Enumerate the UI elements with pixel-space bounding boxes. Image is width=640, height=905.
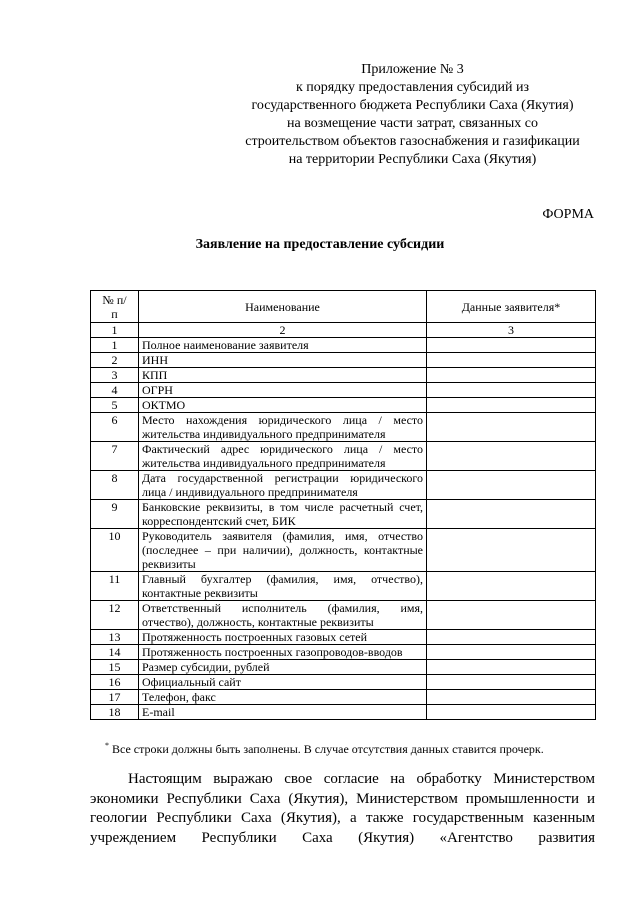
row-applicant-value[interactable] (427, 645, 596, 660)
row-number: 11 (91, 572, 139, 601)
row-applicant-value[interactable] (427, 601, 596, 630)
appendix-line: Приложение № 3 (361, 62, 464, 77)
row-number: 4 (91, 383, 139, 398)
column-index-2: 2 (139, 323, 427, 338)
table-row (91, 338, 596, 353)
row-name: E-mail (139, 705, 427, 720)
table-row (91, 529, 596, 572)
row-name: Дата государственной регистрации юридического лица / индивидуального предпринимателя (139, 471, 427, 500)
row-applicant-value[interactable] (427, 413, 596, 442)
form-label: ФОРМА (542, 207, 594, 222)
row-applicant-value[interactable] (427, 705, 596, 720)
row-name: Руководитель заявителя (фамилия, имя, отчество (последнее – при наличии), должность, контактные реквизиты (139, 529, 427, 572)
row-number: 18 (91, 705, 139, 720)
column-header-applicant-data: Данные заявителя* (427, 291, 596, 323)
table-row (91, 645, 596, 660)
row-number: 15 (91, 660, 139, 675)
row-name: КПП (139, 368, 427, 383)
row-number: 13 (91, 630, 139, 645)
table-body (91, 323, 596, 720)
row-name: ОГРН (139, 383, 427, 398)
row-applicant-value[interactable] (427, 368, 596, 383)
row-name: Размер субсидии, рублей (139, 660, 427, 675)
row-applicant-value[interactable] (427, 529, 596, 572)
row-number: 3 (91, 368, 139, 383)
row-number: 1 (91, 338, 139, 353)
row-number: 9 (91, 500, 139, 529)
row-applicant-value[interactable] (427, 572, 596, 601)
row-number: 2 (91, 353, 139, 368)
appendix-line: на территории Республики Саха (Якутия) (288, 152, 537, 167)
table-footnote (105, 741, 544, 757)
table-row (91, 500, 596, 529)
table-header-row (91, 291, 596, 323)
row-applicant-value[interactable] (427, 442, 596, 471)
appendix-line: к порядку предоставления субсидий из (295, 80, 530, 95)
row-name: Протяженность построенных газопроводов-вводов (139, 645, 427, 660)
row-number: 10 (91, 529, 139, 572)
table-row (91, 368, 596, 383)
row-number: 7 (91, 442, 139, 471)
table-row (91, 383, 596, 398)
footnote-text: Все строки должны быть заполнены. В случае отсутствия данных ставится прочерк. (109, 742, 544, 756)
row-applicant-value[interactable] (427, 338, 596, 353)
row-name: Банковские реквизиты, в том числе расчетный счет, корреспондентский счет, БИК (139, 500, 427, 529)
row-name: Место нахождения юридического лица / место жительства индивидуального предпринимателя (139, 413, 427, 442)
appendix-line: строительством объектов газоснабжения и газификации (245, 134, 580, 149)
row-name: Ответственный исполнитель (фамилия, имя, отчество), должность, контактные реквизиты (139, 601, 427, 630)
table-row (91, 660, 596, 675)
table-row (91, 353, 596, 368)
row-applicant-value[interactable] (427, 690, 596, 705)
table-row (91, 675, 596, 690)
row-number: 17 (91, 690, 139, 705)
row-name: Полное наименование заявителя (139, 338, 427, 353)
table-row (91, 398, 596, 413)
column-header-number: № п/п (91, 291, 139, 323)
table-row (91, 705, 596, 720)
row-name: Протяженность построенных газовых сетей (139, 630, 427, 645)
table-row (91, 572, 596, 601)
appendix-header (220, 61, 605, 169)
table-row (91, 471, 596, 500)
row-number: 16 (91, 675, 139, 690)
row-name: Фактический адрес юридического лица / место жительства индивидуального предпринимателя (139, 442, 427, 471)
row-applicant-value[interactable] (427, 630, 596, 645)
footnote-mark: * (105, 741, 109, 750)
column-header-name: Наименование (139, 291, 427, 323)
row-name: Главный бухгалтер (фамилия, имя, отчество), контактные реквизиты (139, 572, 427, 601)
row-number: 5 (91, 398, 139, 413)
row-name: Телефон, факс (139, 690, 427, 705)
table-row (91, 442, 596, 471)
row-applicant-value[interactable] (427, 353, 596, 368)
row-name: Официальный сайт (139, 675, 427, 690)
appendix-line: на возмещение части затрат, связанных со (287, 116, 538, 131)
row-number: 12 (91, 601, 139, 630)
consent-paragraph: Настоящим выражаю свое согласие на обработку Министерством экономики Республики Саха (Якутия), Министерством промышленности и геологии Республики Саха (Якутия), а также государственным казенным учреждением Республики Саха (Якутия) «Агентство развития (90, 771, 595, 847)
row-name: ИНН (139, 353, 427, 368)
table-row (91, 601, 596, 630)
row-applicant-value[interactable] (427, 500, 596, 529)
row-applicant-value[interactable] (427, 660, 596, 675)
table-row (91, 690, 596, 705)
row-name: ОКТМО (139, 398, 427, 413)
appendix-line: государственного бюджета Республики Саха (Якутия) (251, 98, 574, 113)
row-applicant-value[interactable] (427, 398, 596, 413)
row-applicant-value[interactable] (427, 471, 596, 500)
row-number: 6 (91, 413, 139, 442)
column-index-row (91, 323, 596, 338)
table-row (91, 630, 596, 645)
document-title: Заявление на предоставление субсидии (195, 237, 445, 252)
column-index-3: 3 (427, 323, 596, 338)
application-table (90, 290, 596, 720)
row-number: 14 (91, 645, 139, 660)
column-index-1: 1 (91, 323, 139, 338)
row-number: 8 (91, 471, 139, 500)
table-row (91, 413, 596, 442)
row-applicant-value[interactable] (427, 675, 596, 690)
row-applicant-value[interactable] (427, 383, 596, 398)
